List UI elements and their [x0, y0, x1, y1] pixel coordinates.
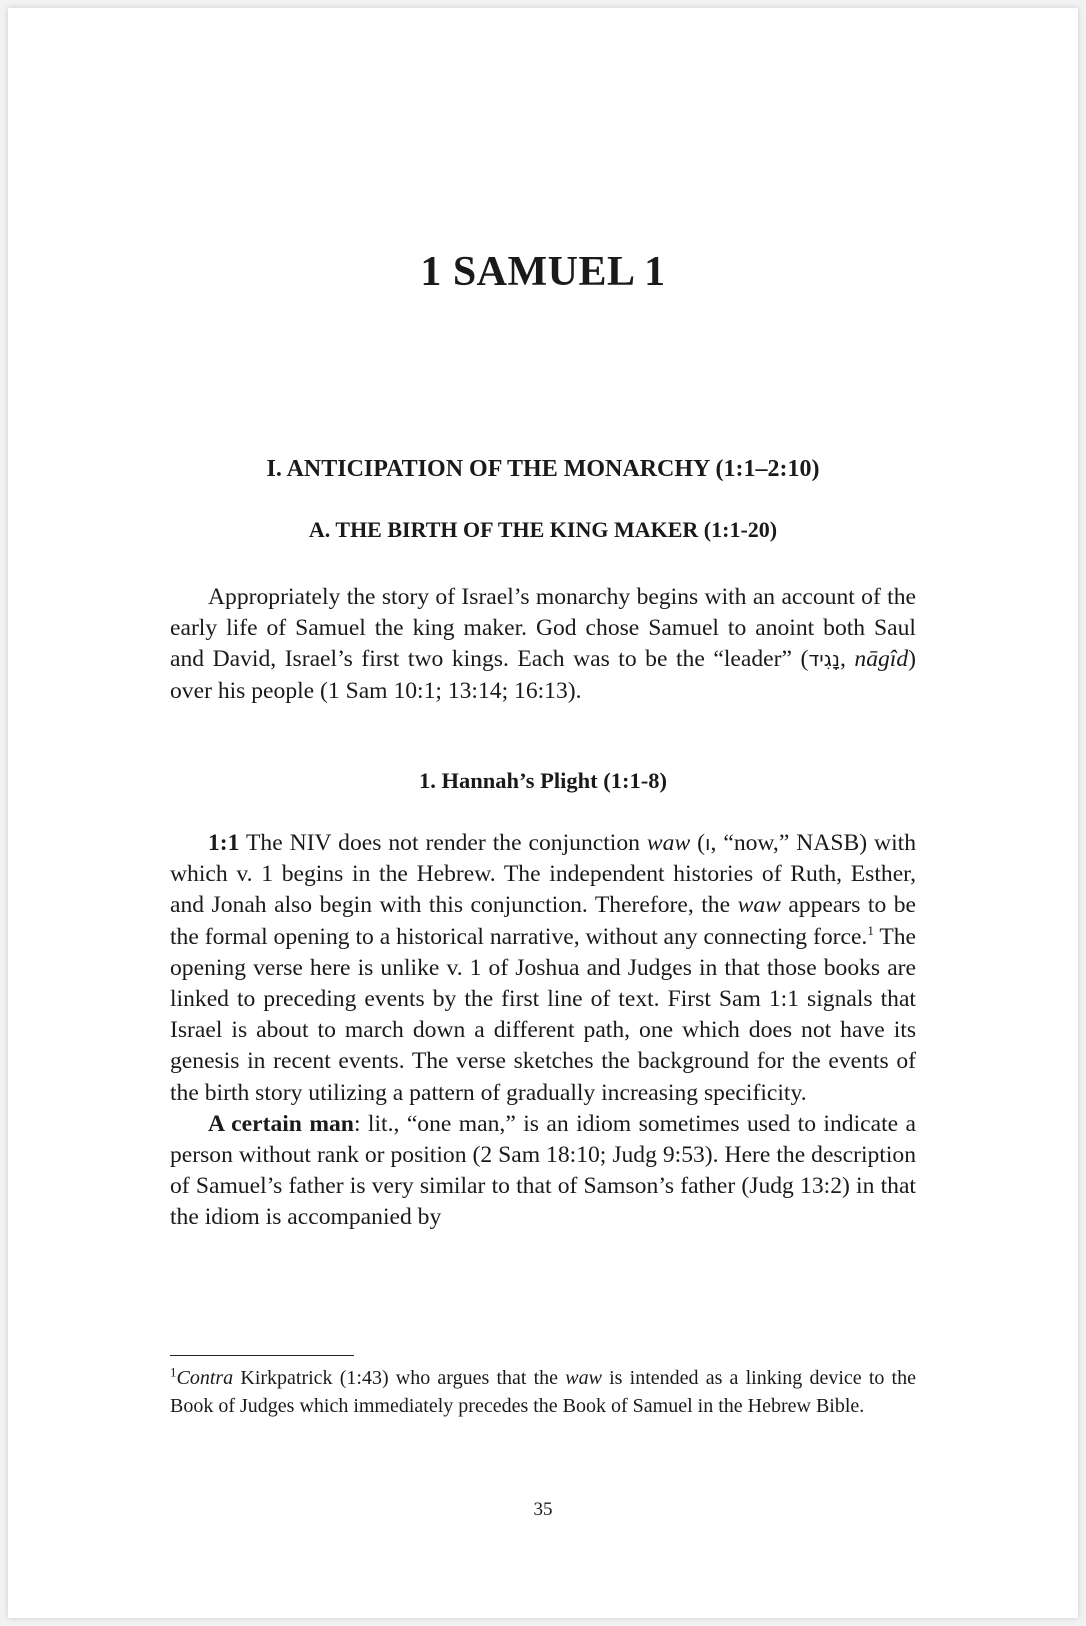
italic-term: Contra — [176, 1367, 234, 1389]
footnote-text-part: Kirkpatrick (1:43) who argues that the — [233, 1367, 566, 1389]
subsection-heading: A. THE BIRTH OF THE KING MAKER (1:1-20) — [308, 517, 778, 542]
footnote — [170, 1365, 916, 1420]
italic-term: waw — [737, 892, 781, 919]
footnote-text-part: is intended as a linking device to the Book of Judges which immediately precedes the Book of Samuel in the Hebrew Bible. — [170, 1367, 916, 1417]
italic-term: waw — [646, 830, 691, 856]
transliteration: nāgîd — [854, 646, 909, 673]
paragraph-text: : lit., “one man,” is an idiom sometimes used to indicate a person without rank or position (2 Sam 18:10; Judg 9:53). Here the description of Samuel’s father is very similar to that of Samson’s father (Judg 13:2) in that the idiom is accompanied by — [170, 1110, 917, 1231]
lemma-term: A certain man — [208, 1110, 354, 1137]
paragraph-text: ( — [690, 830, 706, 856]
footnote-divider — [170, 1355, 354, 1356]
intro-text-part: Appropriately the story of Israel’s monarchy begins with an account of the early life of Samuel the king maker. God chose Samuel to anoint both Saul and David, Israel’s first two kings. Each was to be the “leader” ( — [170, 584, 916, 673]
footnote-marker: 1 — [867, 922, 874, 938]
paragraph-text: , “now,” NASB) with which v. 1 begins in the Hebrew. The independent histories of Ruth, Esther, and Jonah also begin with this conjunction. Therefore, the — [170, 830, 916, 919]
paragraph-verse-1-1 — [170, 828, 916, 1109]
italic-term: waw — [565, 1367, 602, 1389]
intro-text-part: ) over his people (1 Sam 10:1; 13:14; 16:13). — [170, 646, 916, 704]
section-heading: I. ANTICIPATION OF THE MONARCHY (1:1–2:10) — [266, 456, 820, 482]
paragraph-certain-man — [170, 1109, 916, 1234]
intro-text — [170, 582, 916, 707]
intro-paragraph — [170, 582, 916, 707]
subheading-hannahs-plight: 1. Hannah’s Plight (1:1-8) — [419, 768, 667, 793]
intro-text-part: , — [839, 646, 855, 673]
page-number: 35 — [533, 1499, 553, 1520]
footnote-text — [170, 1365, 916, 1420]
book-page — [8, 8, 1078, 1618]
paragraph-text: The NIV does not render the conjunction — [239, 830, 647, 856]
hebrew-letter: ו — [705, 831, 711, 855]
footnote-number: 1 — [170, 1364, 177, 1380]
chapter-title: 1 SAMUEL 1 — [420, 249, 666, 295]
paragraph-text: appears to be the formal opening to a historical narrative, without any connecting force. — [170, 892, 917, 950]
paragraph-text: The opening verse here is unlike v. 1 of Joshua and Judges in that those books are linked to preceding events by the first line of text. First Sam 1:1 signals that Israel is about to march down a different path, one which does not have its genesis in recent events. The verse sketches the background for the events of the birth story utilizing a pattern of gradually increasing specificity. — [170, 923, 917, 1106]
body-text — [170, 828, 916, 1234]
hebrew-word: נָגִיד — [808, 647, 840, 672]
verse-reference: 1:1 — [208, 830, 240, 856]
